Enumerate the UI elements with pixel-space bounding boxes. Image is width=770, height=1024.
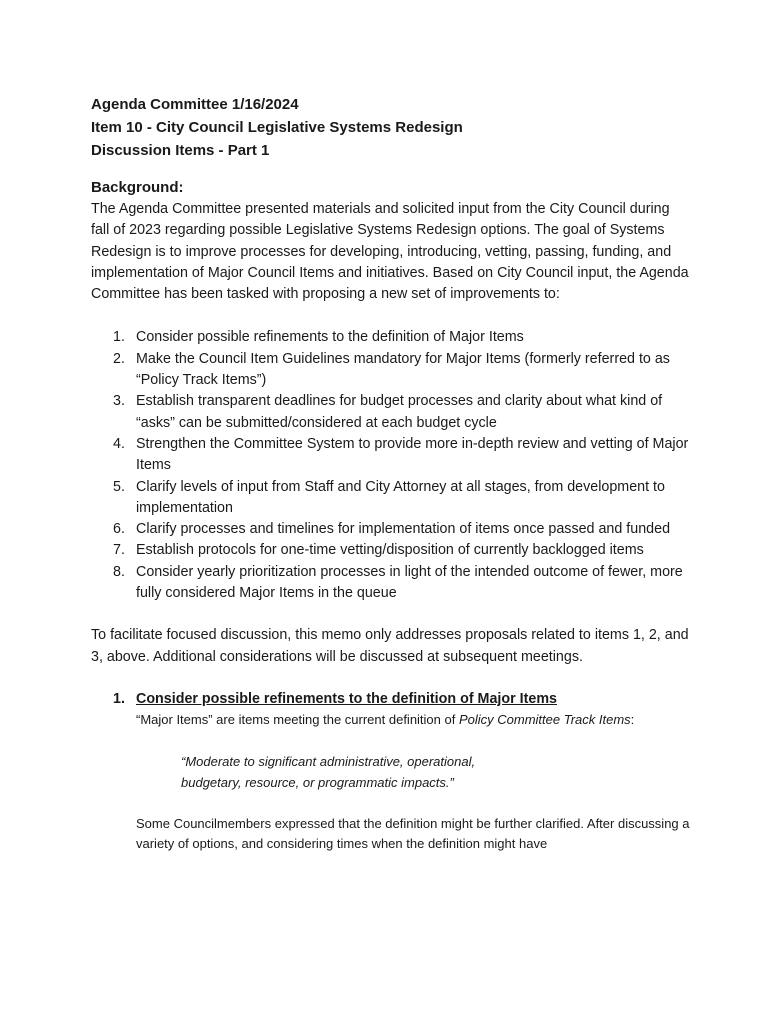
section-major-items (91, 689, 691, 854)
list-item: 4. Strengthen the Committee System to provide more in-depth review and vetting of Major Items (113, 435, 689, 474)
list-item: 1. Consider possible refinements to the definition of Major Items (113, 329, 524, 346)
document-page (91, 93, 691, 854)
list-item: 2. Make the Council Item Guidelines mandatory for Major Items (formerly referred to as “Policy Track Items”) (113, 350, 670, 389)
quote-line: budgetary, resource, or programmatic impacts.” (181, 774, 454, 790)
list-item: 5. Clarify levels of input from Staff and City Attorney at all stages, from development to implementation (113, 478, 665, 516)
section-title: Consider possible refinements to the definition of Major Items (136, 690, 558, 707)
list-item: 6. Clarify processes and timelines for implementation of items once passed and funded (113, 521, 671, 538)
definition-quote (181, 751, 541, 793)
background-heading: Background: (91, 179, 184, 196)
list-item: 7. Establish protocols for one-time vetting/disposition of currently backlogged items (113, 542, 644, 559)
improvements-list (91, 327, 691, 604)
list-item: 8. Consider yearly prioritization processes in light of the intended outcome of fewer, more fully considered Major Items in the queue (113, 563, 683, 602)
list-item: 3. Establish transparent deadlines for budget processes and clarity about what kind of “asks” can be submitted/considered at each budget cycle (113, 393, 663, 431)
quote-line: “Moderate to significant administrative, operational, (181, 753, 476, 769)
section-number: 1. (113, 690, 125, 707)
header-discussion-line: Discussion Items - Part 1 (91, 142, 270, 159)
section-followup: Some Councilmembers expressed that the definition might be further clarified. After discussing a variety of options, and considering times when the definition might have (136, 815, 690, 851)
header-item-line: Item 10 - City Council Legislative Systems Redesign (91, 119, 463, 136)
section-intro: “Major Items” are items meeting the current definition of Policy Committee Track Items: (136, 711, 635, 727)
scope-paragraph: To facilitate focused discussion, this memo only addresses proposals related to items 1, 2, and 3, above. Additional considerations will be discussed at subsequent meetings. (91, 627, 689, 665)
background-paragraph: The Agenda Committee presented materials and solicited input from the City Council during fall of 2023 regarding possible Legislative Systems Redesign options. The goal of Systems Redesign is to improve processes for developing, introducing, vetting, passing, funding, and implementation of Major Council Items and initiatives. Based on City Council input, the Agenda Committee has been tasked with proposing a new set of improvements to: (91, 201, 689, 303)
header-meeting-line: Agenda Committee 1/16/2024 (91, 96, 299, 113)
